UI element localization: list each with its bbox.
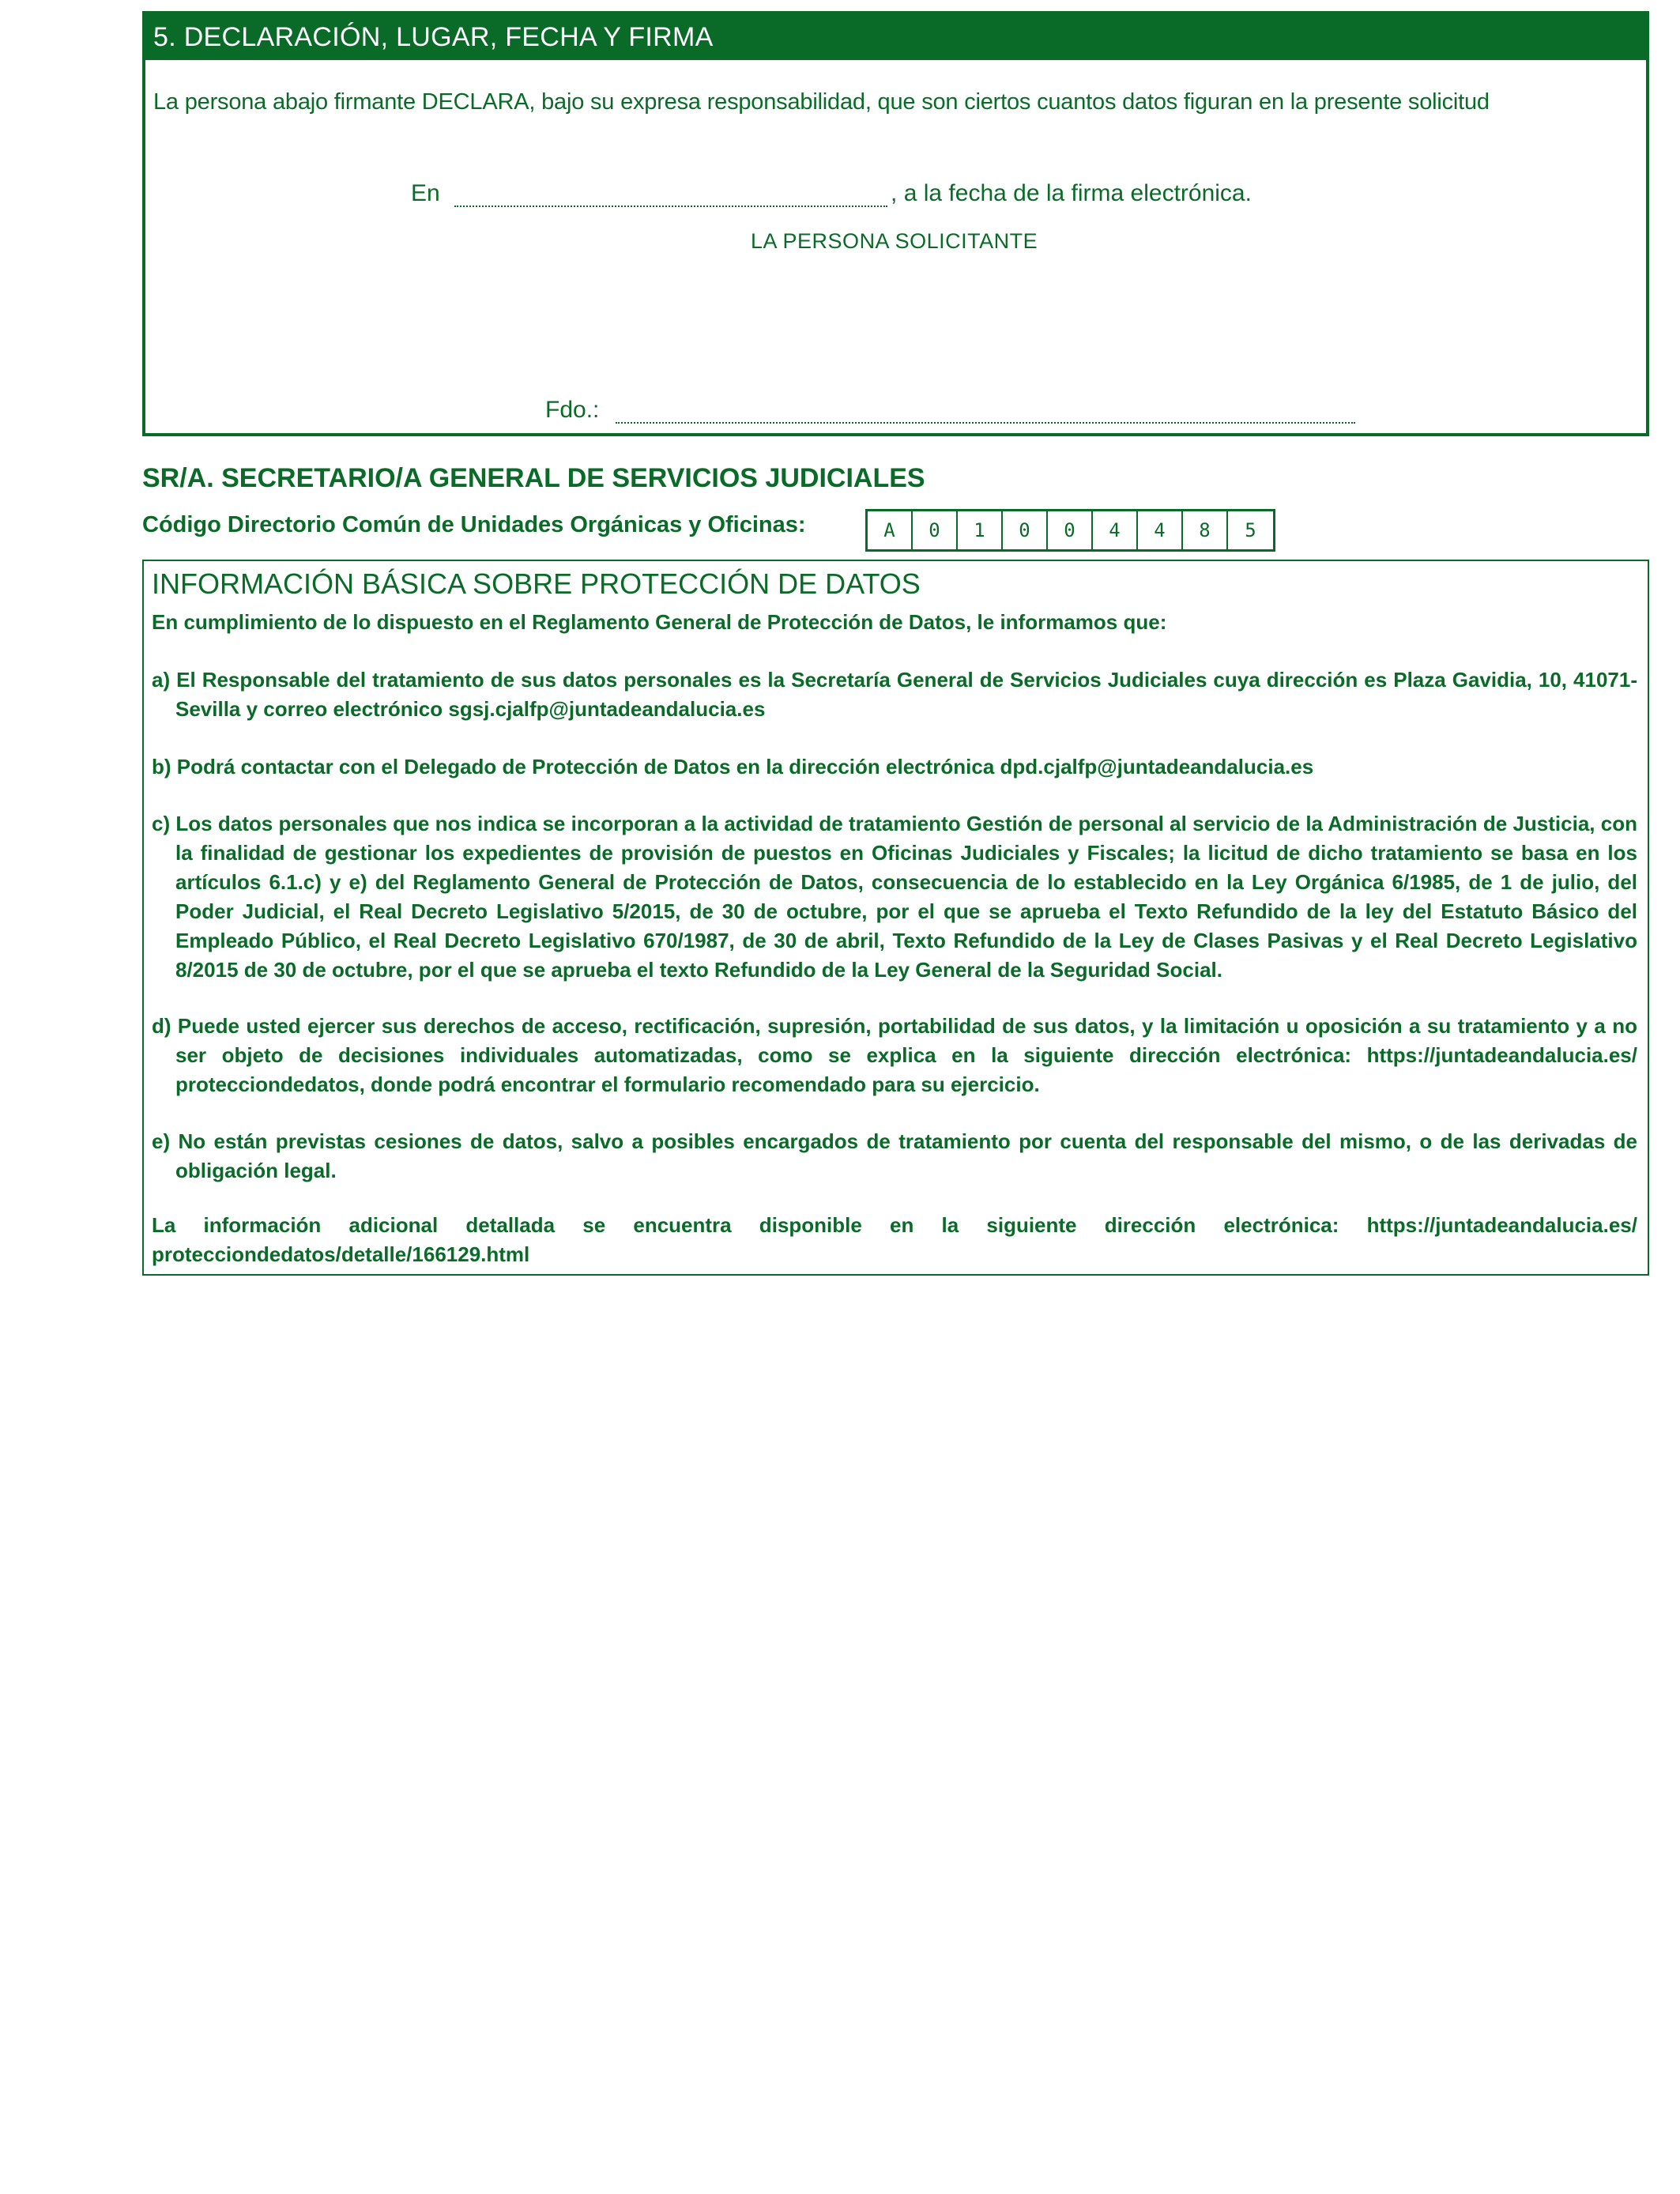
- info-item-a: a) El Responsable del tratamiento de sus datos personales es la Secretaría General de Servicios Judiciales cuya dirección es Plaza Gavidia, 10, 41071-Sevilla y correo electrónico sgsj.cjalfp@juntadeandalucia.es: [152, 668, 1637, 721]
- code-char: 0: [1048, 511, 1093, 549]
- signature-row: [545, 397, 1355, 424]
- directory-code-label: Código Directorio Común de Unidades Orgánicas y Oficinas:: [142, 512, 806, 537]
- code-char: 8: [1183, 511, 1228, 549]
- footer-line-1: La información adicional detallada se encuentra disponible en la siguiente dirección electrónica: https://juntadeandalucia.es/: [152, 1213, 1637, 1237]
- data-protection-title: INFORMACIÓN BÁSICA SOBRE PROTECCIÓN DE DATOS: [152, 567, 921, 600]
- code-char: 4: [1093, 511, 1138, 549]
- data-protection-intro: En cumplimiento de lo dispuesto en el Reglamento General de Protección de Datos, le informamos que:: [152, 610, 1167, 634]
- data-protection-footer: [152, 1211, 1637, 1269]
- place-field[interactable]: [454, 182, 887, 207]
- directory-code-boxes: [865, 509, 1275, 552]
- data-protection-box: [142, 560, 1649, 1276]
- code-char: 0: [1003, 511, 1048, 549]
- info-item-c: c) Los datos personales que nos indica se incorporan a la actividad de tratamiento Gestión de personal al servicio de la Administración de Justicia, con la finalidad de gestionar los expedientes de provisión de puestos en Oficinas Judiciales y Fiscales; la licitud de dicho tratamiento se basa en los artículos 6.1.c) y e) del Reglamento General de Protección de Datos, consecuencia de lo establecido en la Ley Orgánica 6/1985, de 1 de julio, del Poder Judicial, el Real Decreto Legislativo 5/2015, de 30 de octubre, por el que se aprueba el Texto Refundido de la ley del Estatuto Básico del Empleado Público, el Real Decreto Legislativo 670/1987, de 30 de abril, Texto Refundido de la Ley de Clases Pasivas y el Real Decreto Legislativo 8/2015 de 30 de octubre, por el que se aprueba el texto Refundido de la Ley General de la Seguridad Social.: [152, 812, 1637, 982]
- code-char: 0: [913, 511, 958, 549]
- place-prefix: En: [411, 180, 440, 206]
- place-suffix: , a la fecha de la firma electrónica.: [891, 180, 1252, 206]
- declaration-section: [142, 11, 1649, 436]
- declaration-text: La persona abajo firmante DECLARA, bajo su expresa responsabilidad, que son ciertos cuantos datos figuran en la presente solicitud: [153, 89, 1490, 115]
- signer-label: LA PERSONA SOLICITANTE: [751, 229, 1038, 253]
- code-char: 4: [1138, 511, 1183, 549]
- info-item-d: d) Puede usted ejercer sus derechos de acceso, rectificación, supresión, portabilidad de sus datos, y la limitación u oposición a su tratamiento y a no ser objeto de decisiones individuales automatizadas, como se explica en la siguiente dirección electrónica: https://juntadeandalucia.es/ protecciondedatos, donde podrá encontrar el formulario recomendado para su ejercicio.: [152, 1014, 1637, 1096]
- code-char: 1: [958, 511, 1003, 549]
- footer-line-2: protecciondedatos/detalle/166129.html: [152, 1242, 530, 1266]
- signature-prefix: Fdo.:: [545, 397, 600, 423]
- info-item-b: b) Podrá contactar con el Delegado de Protección de Datos en la dirección electrónica dpd.cjalfp@juntadeandalucia.es: [152, 755, 1314, 778]
- place-row: [411, 180, 1252, 207]
- info-item-e: e) No están previstas cesiones de datos, salvo a posibles encargados de tratamiento por cuenta del responsable del mismo, o de las derivadas de obligación legal.: [152, 1129, 1637, 1182]
- section-header: 5. DECLARACIÓN, LUGAR, FECHA Y FIRMA: [145, 14, 1646, 60]
- code-char: A: [868, 511, 913, 549]
- recipient-title: SR/A. SECRETARIO/A GENERAL DE SERVICIOS JUDICIALES: [142, 463, 925, 493]
- signature-field[interactable]: [616, 400, 1355, 424]
- code-char: 5: [1245, 519, 1256, 541]
